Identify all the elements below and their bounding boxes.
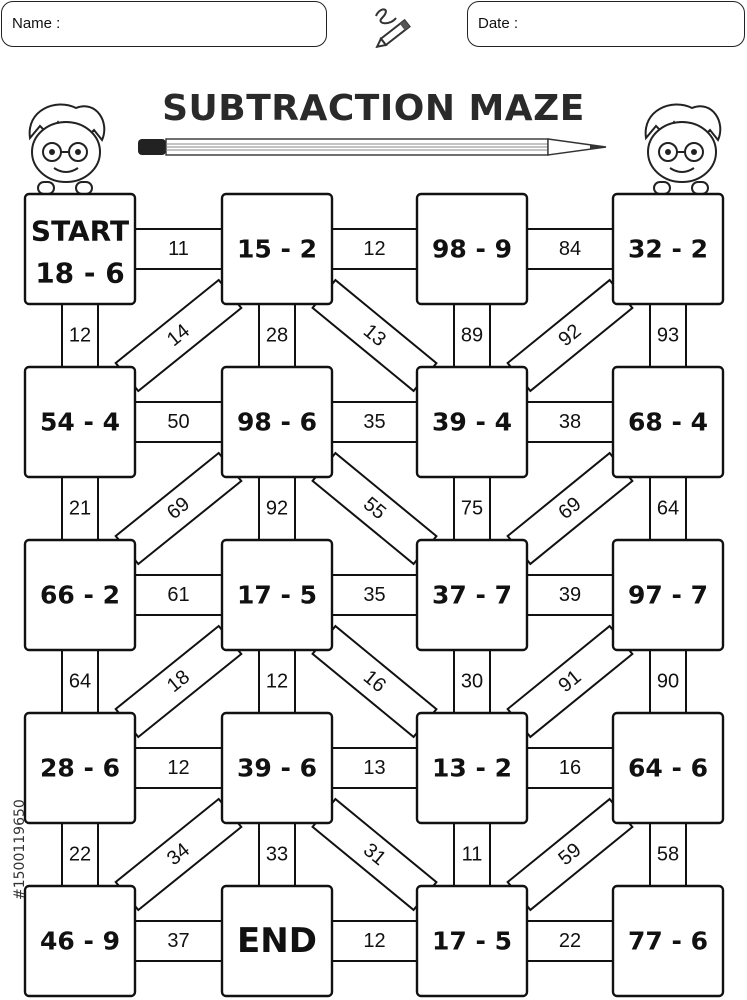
maze-cell[interactable] [417, 886, 527, 996]
maze-cell[interactable] [25, 713, 135, 823]
page-title: SUBTRACTION MAZE [162, 88, 585, 129]
vertical-path-label: 21 [68, 497, 92, 520]
diagonal-path-label: 69 [162, 492, 195, 525]
cell-problem: 13 - 2 [432, 753, 512, 783]
horizontal-path[interactable] [131, 748, 226, 788]
vertical-path-label: 75 [460, 497, 484, 520]
diagonal-path-label: 92 [554, 319, 586, 352]
horizontal-path-label: 50 [167, 411, 190, 433]
vertical-path[interactable] [62, 819, 98, 890]
horizontal-path-label: 38 [558, 411, 582, 433]
horizontal-path[interactable] [328, 921, 421, 961]
horizontal-path[interactable] [131, 575, 226, 615]
diagonal-path-label: 55 [358, 492, 391, 525]
horizontal-path-label: 13 [363, 757, 386, 779]
vertical-path-label: 92 [265, 497, 289, 520]
horizontal-path-label: 12 [363, 238, 386, 260]
cell-problem: 17 - 5 [237, 580, 317, 610]
maze-cell[interactable] [25, 367, 135, 477]
horizontal-path[interactable] [131, 229, 226, 269]
horizontal-path-label: 35 [363, 584, 386, 606]
cell-problem: 54 - 4 [40, 407, 120, 437]
date-label: Date : [478, 15, 519, 32]
cell-problem: 37 - 7 [432, 580, 512, 610]
horizontal-path-label: 12 [363, 930, 386, 952]
diagonal-path-label: 69 [554, 492, 586, 525]
maze-cell[interactable] [417, 540, 527, 650]
maze-cell[interactable] [613, 886, 723, 996]
horizontal-path[interactable] [328, 575, 421, 615]
horizontal-path[interactable] [328, 748, 421, 788]
maze-cell[interactable] [222, 886, 332, 996]
horizontal-path[interactable] [328, 402, 421, 442]
vertical-path[interactable] [259, 473, 295, 544]
maze-cell[interactable] [613, 194, 723, 304]
vertical-path[interactable] [259, 819, 295, 890]
stock-id-watermark [8, 760, 30, 900]
vertical-path[interactable] [259, 300, 295, 371]
vertical-path[interactable] [259, 646, 295, 717]
diagonal-path-label: 34 [162, 838, 195, 871]
vertical-path-label: 12 [265, 670, 289, 693]
maze-cell[interactable] [417, 367, 527, 477]
cell-problem: 98 - 9 [432, 234, 512, 264]
diagonal-path-label: 18 [162, 665, 195, 698]
horizontal-path-label: 11 [168, 238, 189, 260]
name-label: Name : [12, 15, 61, 32]
vertical-path[interactable] [62, 300, 98, 371]
horizontal-path[interactable] [523, 748, 617, 788]
horizontal-path[interactable] [523, 229, 617, 269]
vertical-path[interactable] [650, 300, 686, 371]
vertical-path[interactable] [650, 819, 686, 890]
diagonal-path-label: 91 [554, 665, 586, 698]
cell-problem: 39 - 4 [432, 407, 512, 437]
cell-problem: 46 - 9 [40, 926, 120, 956]
maze-cell[interactable] [222, 194, 332, 304]
cell-problem: 66 - 2 [40, 580, 120, 610]
end-label: END [237, 921, 317, 961]
maze-cell[interactable] [417, 194, 527, 304]
horizontal-path[interactable] [523, 402, 617, 442]
maze-cell[interactable] [25, 540, 135, 650]
cell-problem: 98 - 6 [237, 407, 317, 437]
maze-cell[interactable] [613, 540, 723, 650]
horizontal-path-label: 84 [558, 238, 582, 260]
maze-cell[interactable] [222, 367, 332, 477]
vertical-path[interactable] [62, 473, 98, 544]
cell-problem: 15 - 2 [237, 234, 317, 264]
diagonal-path-label: 59 [554, 838, 586, 871]
diagonal-path-label: 14 [162, 319, 195, 352]
vertical-path[interactable] [650, 646, 686, 717]
diagonal-path-label: 16 [358, 665, 391, 698]
maze-cell[interactable] [222, 713, 332, 823]
horizontal-path[interactable] [328, 229, 421, 269]
vertical-path[interactable] [650, 473, 686, 544]
vertical-path-label: 12 [68, 324, 92, 347]
maze-cell[interactable] [25, 194, 135, 304]
cell-problem: 32 - 2 [628, 234, 708, 264]
diagonal-path-label: 13 [358, 319, 391, 352]
vertical-path[interactable] [454, 646, 490, 717]
horizontal-path[interactable] [523, 575, 617, 615]
vertical-path[interactable] [454, 819, 490, 890]
vertical-path-label: 11 [461, 843, 483, 866]
vertical-path[interactable] [454, 473, 490, 544]
stock-id-text: #1500119650 [12, 799, 28, 900]
vertical-path-label: 64 [68, 670, 92, 693]
cell-problem: 97 - 7 [628, 580, 708, 610]
vertical-path-label: 89 [460, 324, 484, 347]
vertical-path-label: 22 [68, 843, 92, 866]
horizontal-path[interactable] [523, 921, 617, 961]
horizontal-path[interactable] [131, 921, 226, 961]
horizontal-path-label: 16 [558, 757, 582, 779]
cell-problem: 28 - 6 [40, 753, 120, 783]
horizontal-path-label: 37 [167, 930, 190, 952]
maze-cell[interactable] [613, 367, 723, 477]
vertical-path[interactable] [62, 646, 98, 717]
horizontal-path-label: 35 [363, 411, 386, 433]
cell-problem: 68 - 4 [628, 407, 708, 437]
diagonal-path-label: 31 [358, 838, 391, 871]
vertical-path-label: 33 [265, 843, 289, 866]
start-label: START [30, 214, 130, 248]
maze-cell[interactable] [25, 886, 135, 996]
vertical-path-label: 28 [265, 324, 289, 347]
cell-problem: 64 - 6 [628, 753, 708, 783]
vertical-path-label: 93 [656, 324, 680, 347]
cell-problem: 39 - 6 [237, 753, 317, 783]
maze-cell[interactable] [417, 713, 527, 823]
horizontal-path-label: 39 [558, 584, 582, 606]
horizontal-path[interactable] [131, 402, 226, 442]
cell-problem: 77 - 6 [628, 926, 708, 956]
cell-problem: 18 - 6 [35, 256, 125, 290]
vertical-path[interactable] [454, 300, 490, 371]
horizontal-path-label: 61 [167, 584, 190, 606]
horizontal-path-label: 12 [167, 757, 190, 779]
vertical-path-label: 58 [656, 843, 680, 866]
vertical-path-label: 64 [656, 497, 680, 520]
maze-cell[interactable] [222, 540, 332, 650]
vertical-path-label: 90 [656, 670, 680, 693]
cell-problem: 17 - 5 [432, 926, 512, 956]
horizontal-path-label: 22 [558, 930, 582, 952]
maze-cell[interactable] [613, 713, 723, 823]
vertical-path-label: 30 [460, 670, 484, 693]
